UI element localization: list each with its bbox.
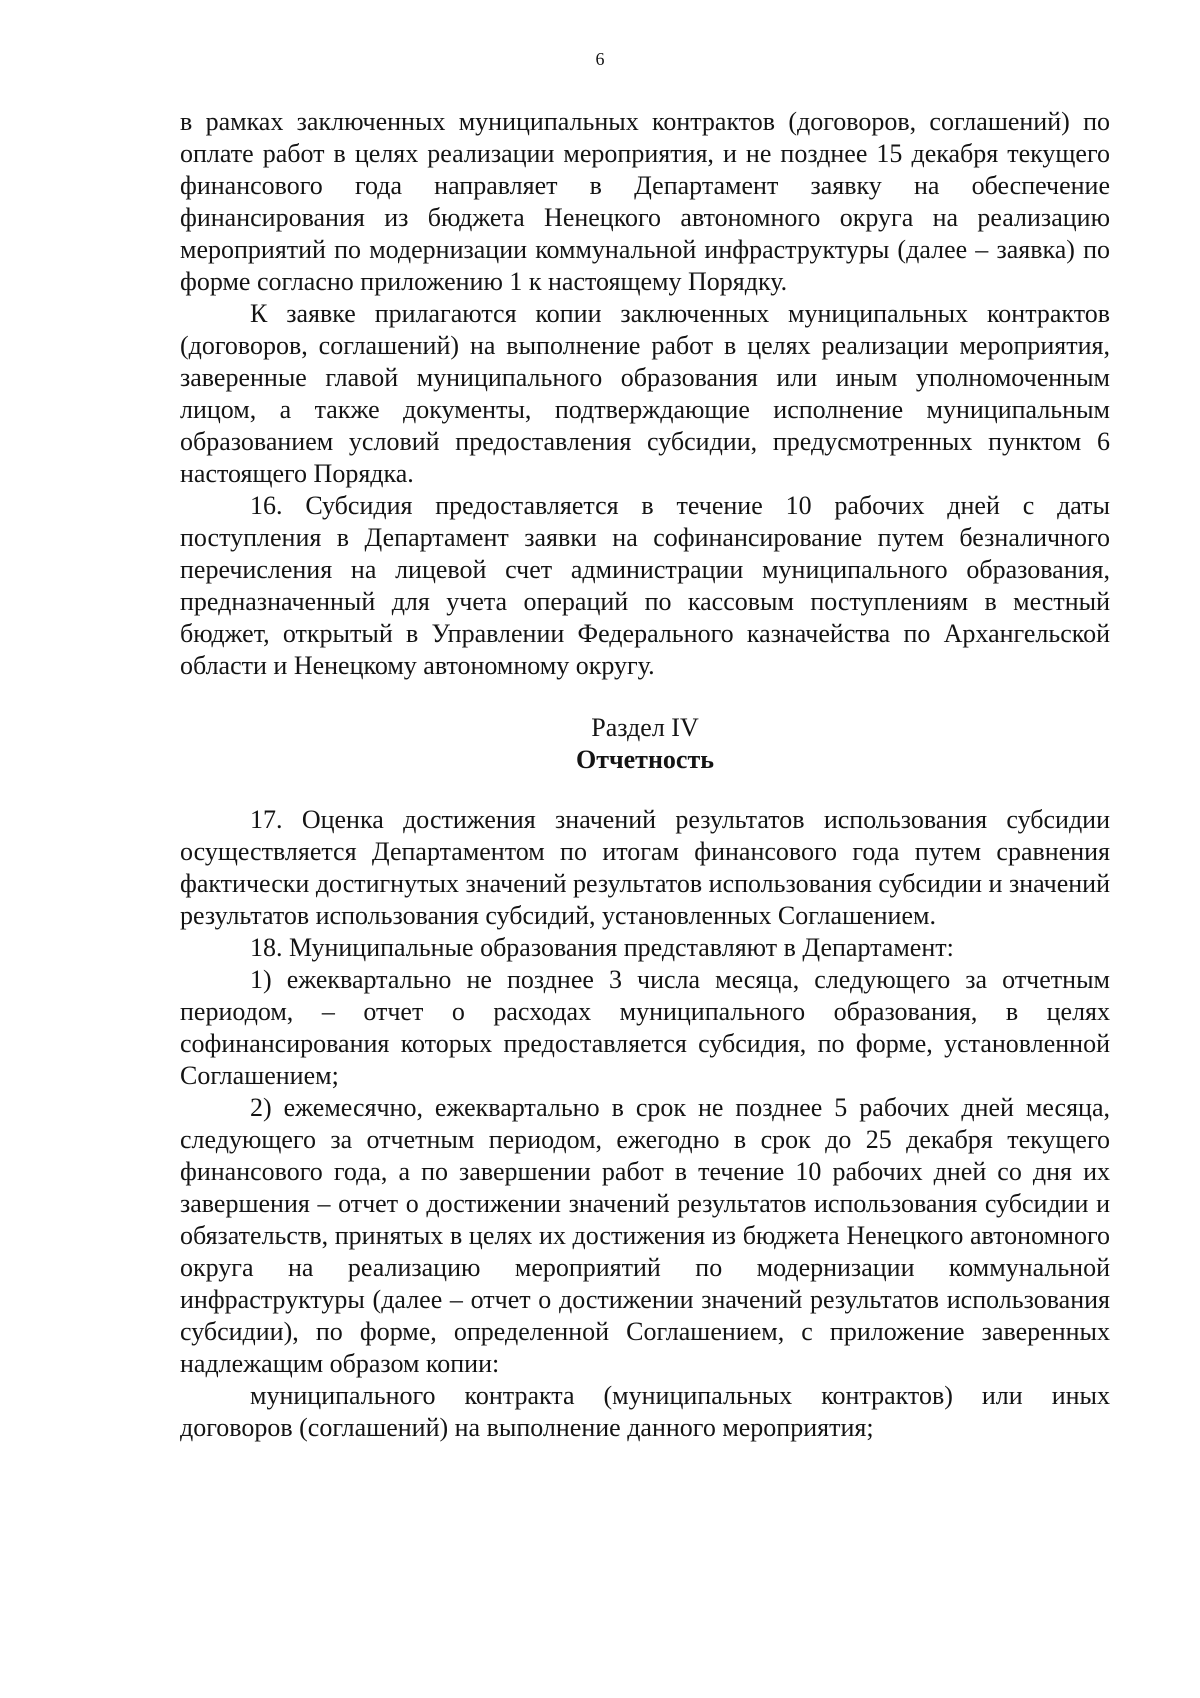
- paragraph-contract-copies: муниципального контракта (муниципальных контрактов) или иных договоров (соглашений) на выполнение данного мероприятия;: [180, 1381, 1110, 1442]
- section-heading: [180, 712, 1110, 776]
- paragraph-attachments: К заявке прилагаются копии заключенных муниципальных контрактов (договоров, соглашений) на выполнение работ в целях реализации мероприятия, заверенные главой муниципального образования или иным уполномоченным лицом, а также документы, подтверждающие исполнение муниципальным образованием условий предоставления субсидии, предусмотренных пунктом 6 настоящего Порядка.: [180, 299, 1110, 488]
- paragraph-18-item-1: 1) ежеквартально не позднее 3 числа месяца, следующего за отчетным периодом, – отчет о расходах муниципального образования, в целях софинансирования которых предоставляется субсидия, по форме, установленной Соглашением;: [180, 965, 1110, 1090]
- paragraph-17: 17. Оценка достижения значений результатов использования субсидии осуществляется Департаментом по итогам финансового года путем сравнения фактически достигнутых значений результатов использования субсидии и значений результатов использования субсидий, установленных Соглашением.: [180, 805, 1110, 930]
- section-number: Раздел IV: [591, 713, 699, 742]
- paragraph-18-item-2: 2) ежемесячно, ежеквартально в срок не позднее 5 рабочих дней месяца, следующего за отчетным периодом, ежегодно в срок до 25 декабря текущего финансового года, а по завершении работ в течение 10 рабочих дней со дня их завершения – отчет о достижении значений результатов использования субсидии и обязательств, принятых в целях их достижения из бюджета Ненецкого автономного округа на реализацию мероприятий по модернизации коммунальной инфраструктуры (далее – отчет о достижении значений результатов использования субсидии), по форме, определенной Соглашением, с приложение заверенных надлежащим образом копии:: [180, 1093, 1110, 1378]
- section-title: Отчетность: [575, 745, 714, 774]
- paragraph-16: 16. Субсидия предоставляется в течение 10 рабочих дней с даты поступления в Департамент заявки на софинансирование путем безналичного перечисления на лицевой счет администрации муниципального образования, предназначенный для учета операций по кассовым поступлениям в местный бюджет, открытый в Управлении Федерального казначейства по Архангельской области и Ненецкому автономному округу.: [180, 491, 1110, 680]
- page-number: 6: [595, 49, 605, 69]
- paragraph-18: 18. Муниципальные образования представляют в Департамент:: [250, 933, 954, 962]
- document-body: [180, 106, 1110, 1444]
- paragraph-continuation: в рамках заключенных муниципальных контрактов (договоров, соглашений) по оплате работ в целях реализации мероприятия, и не позднее 15 декабря текущего финансового года направляет в Департамент заявку на обеспечение финансирования из бюджета Ненецкого автономного округа на реализацию мероприятий по модернизации коммунальной инфраструктуры (далее – заявка) по форме согласно приложению 1 к настоящему Порядку.: [180, 107, 1110, 296]
